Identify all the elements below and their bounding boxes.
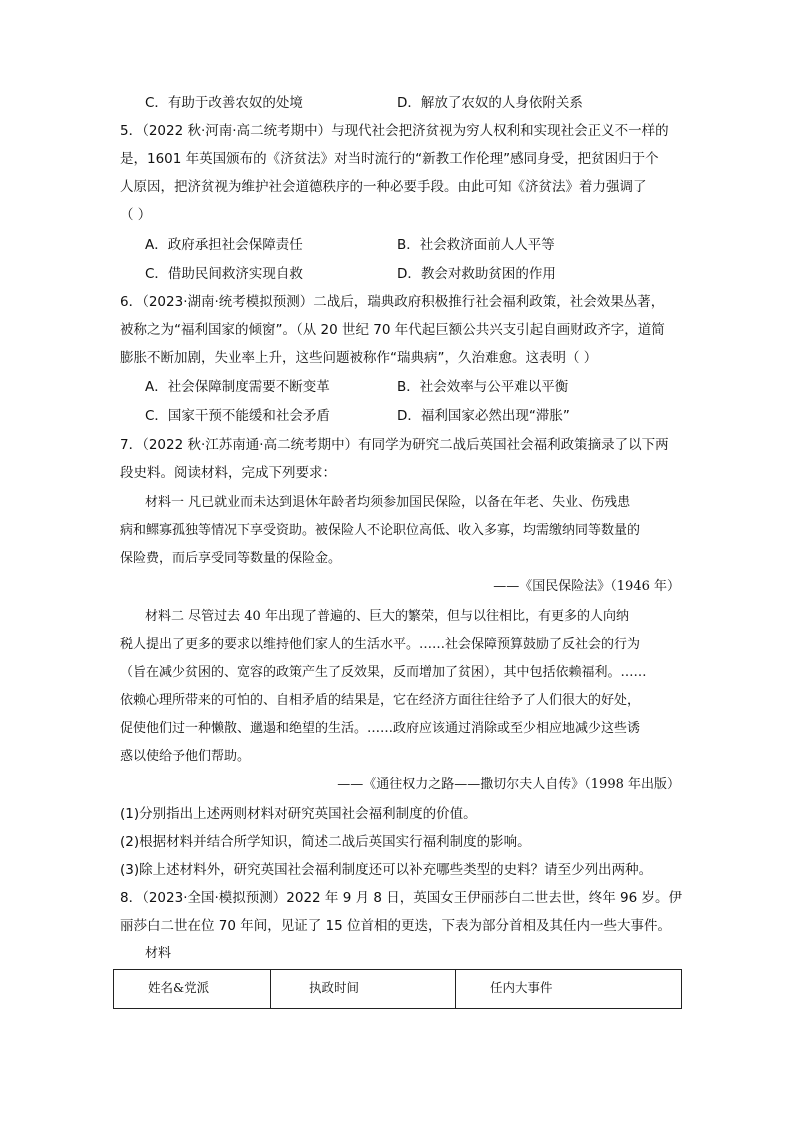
q8-events-table <box>113 969 682 1009</box>
q7-source1: ——《国民保险法》（1946 年） <box>493 579 680 594</box>
table-header-events: 任内大事件 <box>456 970 682 1009</box>
q7-material2-line: 税人提出了更多的要求以维持他们家人的生活水平。……社会保障预算鼓励了反社会的行为 <box>120 637 641 652</box>
q5-text-line: 是，1601 年英国颁布的《济贫法》对当时流行的“新教工作伦理”感同身受，把贫困归于个 <box>120 151 659 167</box>
q5-option-a: A．政府承担社会保障责任 <box>145 237 303 253</box>
q7-material1-line: 保险费，而后享受同等数量的保险金。 <box>120 551 342 566</box>
q8-text-line: 8．（2023·全国·模拟预测）2022 年 9 月 8 日，英国女王伊丽莎白二世去世，终年 96 岁。伊 <box>120 890 683 906</box>
q6-text-line: 膨胀不断加剧，失业率上升，这些问题被称作“瑞典病”，久治难愈。这表明（ ） <box>120 350 598 366</box>
q7-task-3: (3)除上述材料外，研究英国社会福利制度还可以补充哪些类型的史料？请至少列出两种。 <box>120 862 653 878</box>
table-header-term: 执政时间 <box>271 970 456 1009</box>
q5-option-c: C．借助民间救济实现自救 <box>145 266 303 282</box>
q7-material2-line: 依赖心理所带来的可怕的、自相矛盾的结果是，它在经济方面往往给予了人们很大的好处， <box>120 693 641 708</box>
q6-option-d: D．福利国家必然出现“滞胀” <box>397 408 570 424</box>
q6-option-a: A．社会保障制度需要不断变革 <box>145 379 330 395</box>
q6-option-b: B．社会效率与公平难以平衡 <box>397 379 569 395</box>
q7-text-line: 段史料。阅读材料，完成下列要求： <box>120 465 336 481</box>
q7-material2-line: （旨在减少贫困的、宽容的政策产生了反效果，反而增加了贫困），其中包括依赖福利。…… <box>120 665 647 680</box>
q6-text-line: 被称之为“福利国家的倾窗”。（从 20 世纪 70 年代起巨额公共兴支引起自画财政齐字，道简 <box>120 322 665 338</box>
q7-text-line: 7．（2022 秋·江苏南通·高二统考期中）有同学为研究二战后英国社会福利政策摘录了以下两 <box>120 437 669 453</box>
q6-option-c: C．国家干预不能缓和社会矛盾 <box>145 408 330 424</box>
q7-material2-line: 材料二 尽管过去 40 年出现了普遍的、巨大的繁荣，但与以往相比，有更多的人向纳 <box>145 609 629 624</box>
q7-material2-line: 促使他们过一种懒散、邋遢和绝望的生活。……政府应该通过消除或至少相应地减少这些诱 <box>120 721 641 736</box>
q5-answer-bracket: （ ） <box>120 207 152 223</box>
q4-option-d: D．解放了农奴的人身依附关系 <box>397 95 583 111</box>
table-header-row <box>114 970 682 1009</box>
q5-option-b: B．社会救济面前人人平等 <box>397 237 555 253</box>
q7-source2: ——《通往权力之路——撒切尔夫人自传》（1998 年出版） <box>337 777 680 792</box>
q7-material1-line: 病和鳏寡孤独等情况下享受资助。被保险人不论职位高低、收入多寡，均需缴纳同等数量的 <box>120 523 641 538</box>
q5-text-line: 5．（2022 秋·河南·高二统考期中）与现代社会把济贫视为穷人权利和实现社会正义不一样的 <box>120 123 669 139</box>
q7-material2-line: 惑以使给予他们帮助。 <box>120 749 251 764</box>
q7-task-1: (1)分别指出上述两则材料对研究英国社会福利制度的价值。 <box>120 806 477 822</box>
q8-material-label: 材料 <box>145 946 172 961</box>
q8-text-line: 丽莎白二世在位 70 年间，见证了 15 位首相的更迭，下表为部分首相及其任内一些大事件。 <box>120 918 672 934</box>
q6-text-line: 6．（2023·湖南·统考模拟预测）二战后，瑞典政府积极推行社会福利政策，社会效果丛著， <box>120 294 665 310</box>
q5-text-line: 人原因，把济贫视为维护社会道德秩序的一种必要手段。由此可知《济贫法》着力强调了 <box>120 179 647 195</box>
table-header-name-party: 姓名&党派 <box>114 970 271 1009</box>
q5-option-d: D．教会对救助贫困的作用 <box>397 266 556 282</box>
q4-option-c: C．有助于改善农奴的处境 <box>145 95 303 111</box>
q7-task-2: (2)根据材料并结合所学知识，简述二战后英国实行福利制度的影响。 <box>120 834 531 850</box>
q7-material1-line: 材料一 凡已就业而未达到退休年龄者均须参加国民保险，以备在年老、失业、伤残患 <box>145 495 631 510</box>
